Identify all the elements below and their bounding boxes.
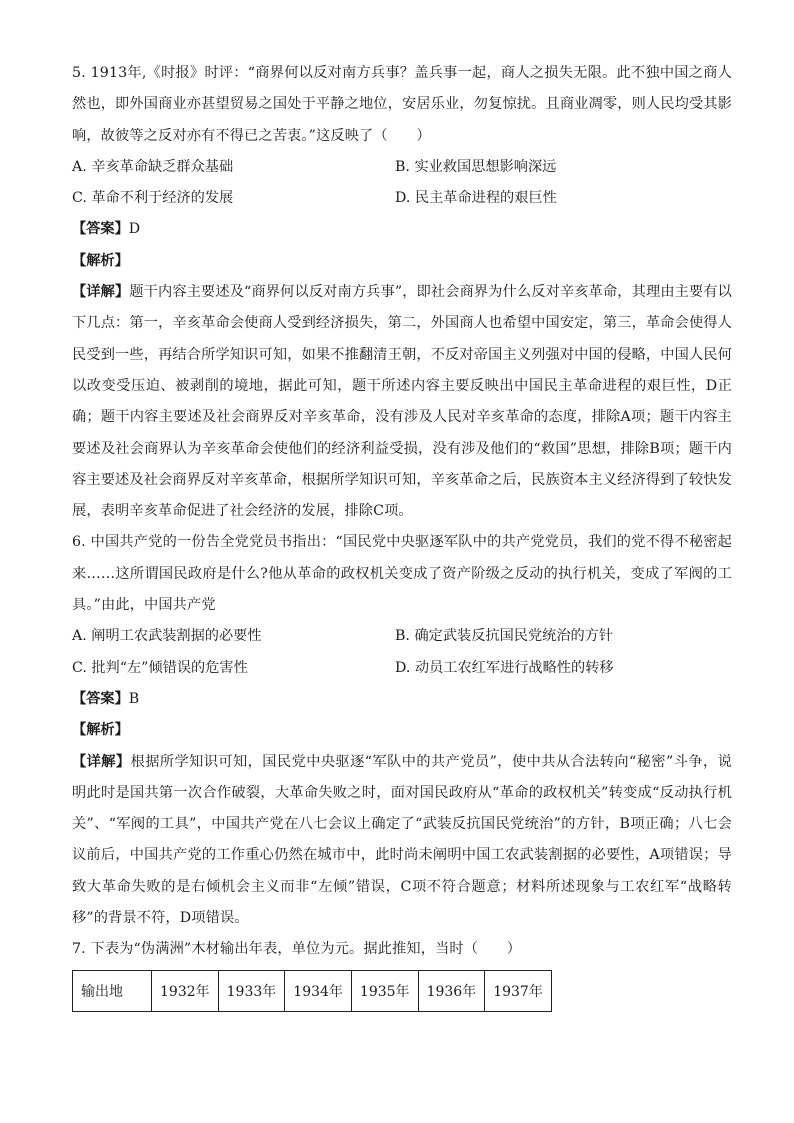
question-6-stem: 6. 中国共产党的一份告全党党员书指出：“国民党中央驱逐军队中的共产党党员，我们的党不得不秘密起来……这所谓国民政府是什么?他从革命的政权机关变成了资产阶级之反动的执行机关，变成了军阀的工具。”由此，中国共产党 <box>72 534 732 614</box>
question-5-options <box>72 152 732 215</box>
table-header-cell: 1935年 <box>351 970 418 1011</box>
question-7-stem: 7. 下表为“伪满洲”木材输出年表，单位为元。据此推知，当时（ ） <box>72 941 522 958</box>
answer-value: D <box>128 221 141 238</box>
question-5-option-b: B. 实业救国思想影响深远 <box>395 158 557 175</box>
question-6-detail <box>72 747 732 935</box>
question-6-option-b: B. 确定武装反抗国民党统治的方针 <box>395 628 614 645</box>
question-5-option-c: C. 革命不利于经济的发展 <box>72 190 234 207</box>
answer-value: B <box>128 690 140 707</box>
question-5-detail <box>72 277 732 527</box>
analysis-label: 【解析】 <box>72 722 129 739</box>
table-header-cell: 1937年 <box>485 970 552 1011</box>
analysis-label: 【解析】 <box>72 252 129 269</box>
question-6-answer <box>72 684 732 715</box>
table-header-row <box>73 970 552 1011</box>
table-header-cell: 1936年 <box>418 970 485 1011</box>
document-page <box>72 58 732 1012</box>
question-6 <box>72 527 732 934</box>
question-5-stem: 5. 1913年,《时报》时评：“商界何以反对南方兵事？盖兵事一起，商人之损失无限。此不独中国之商人然也，即外国商业亦甚望贸易之国处于平静之地位，安居乐业，勿复惊扰。且商业凋零，则人民均受其影响，故彼等之反对亦有不得已之苦衷。”这反映了（ ） <box>72 65 732 144</box>
question-5-option-d: D. 民主革命进程的艰巨性 <box>395 190 557 207</box>
table-header-cell: 1932年 <box>152 970 219 1011</box>
detail-text: 题干内容主要述及“商界何以反对南方兵事”，即社会商界为什么反对辛亥革命，其理由主要有以下几点：第一，辛亥革命会使商人受到经济损失，第二，外国商人也希望中国安定，第三，革命会使得人民受到一些，再结合所学知识可知，如果不推翻清王朝，不反对帝国主义列强对中国的侵略，中国人民何以改变受压迫、被剥削的境地，据此可知，题干所述内容主要反映出中国民主革命进程的艰巨性，D正确；题干内容主要述及社会商界反对辛亥革命，没有涉及人民对辛亥革命的态度，排除A项；题干内容主要述及社会商界认为辛亥革命会使他们的经济利益受损，没有涉及他们的“救国”思想，排除B项；题干内容主要述及社会商界反对辛亥革命，根据所学知识可知，辛亥革命之后，民族资本主义经济得到了较快发展，表明辛亥革命促进了社会经济的发展，排除C项。 <box>72 284 733 520</box>
table-header-cell: 1934年 <box>285 970 352 1011</box>
table-header-cell: 输出地 <box>73 970 152 1011</box>
table-header-cell: 1933年 <box>218 970 285 1011</box>
detail-label: 【详解】 <box>72 284 130 301</box>
question-5-answer <box>72 214 732 245</box>
detail-text: 根据所学知识可知，国民党中央驱逐“军队中的共产党员”，使中共从合法转向“秘密”斗争，说明此时是国共第一次合作破裂，大革命失败之时，面对国民政府从“革命的政权机关”转变成“反动执行机关”、“军阀的工具”，中国共产党在八七会议上确定了“武装反抗国民党统治”的方针，B项正确；八七会议前后，中国共产党的工作重心仍然在城市中，此时尚未阐明中国工农武装割据的必要性，A项错误；导致大革命失败的是右倾机会主义而非“左倾”错误，C项不符合题意；材料所述现象与工农红军“战略转移”的背景不符，D项错误。 <box>72 753 732 927</box>
question-6-option-a: A. 阐明工农武装割据的必要性 <box>72 628 262 645</box>
question-7 <box>72 934 732 1011</box>
timber-export-table <box>72 970 552 1012</box>
question-6-option-d: D. 动员工农红军进行战略性的转移 <box>395 659 614 676</box>
question-6-options <box>72 621 732 684</box>
answer-label: 【答案】 <box>72 690 129 707</box>
question-5-option-a: A. 辛亥革命缺乏群众基础 <box>72 158 234 175</box>
question-5 <box>72 58 732 527</box>
question-6-option-c: C. 批判“左”倾错误的危害性 <box>72 659 248 676</box>
detail-label: 【详解】 <box>72 753 131 770</box>
answer-label: 【答案】 <box>72 221 129 238</box>
